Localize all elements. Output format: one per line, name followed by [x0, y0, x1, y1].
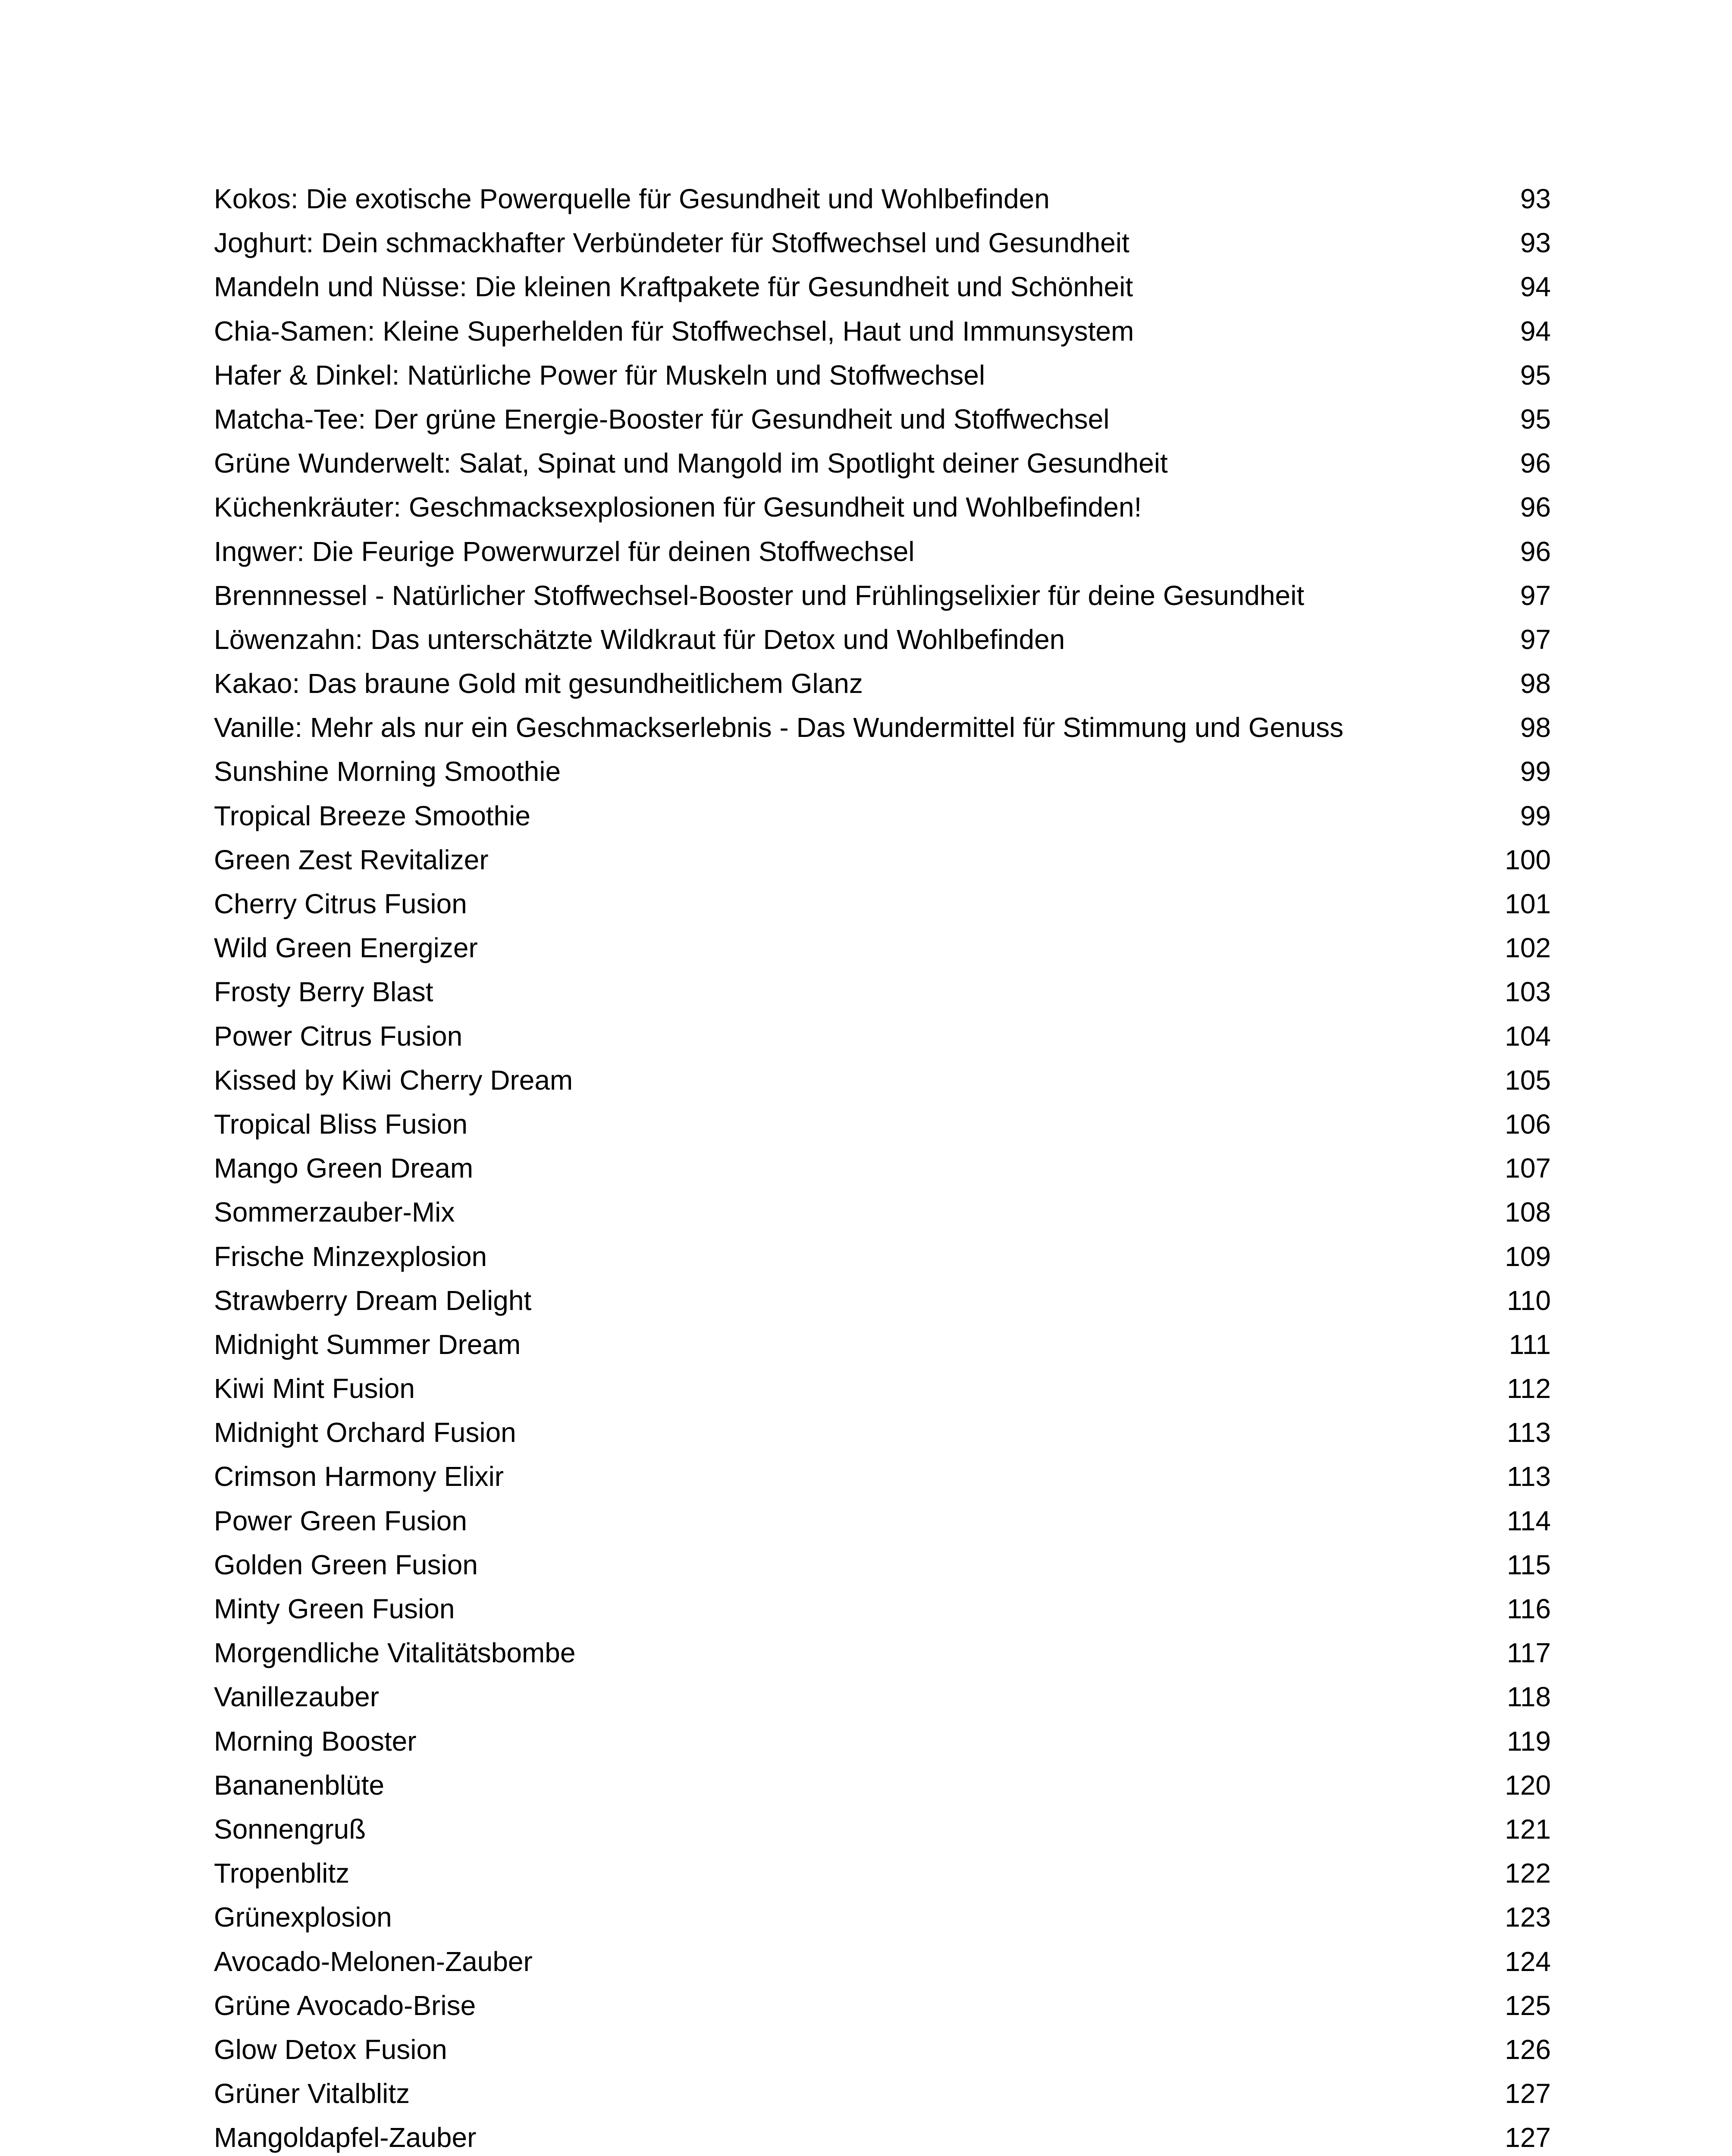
toc-entry-page: 102	[1505, 932, 1551, 964]
toc-entry-page: 105	[1505, 1064, 1551, 1096]
toc-entry[interactable]	[214, 794, 1551, 838]
toc-entry[interactable]	[214, 1895, 1551, 1939]
toc-entry-title: Mango Green Dream	[214, 1153, 474, 1184]
toc-entry[interactable]	[214, 1719, 1551, 1763]
toc-entry-page: 96	[1520, 448, 1551, 479]
toc-entry-title: Cherry Citrus Fusion	[214, 888, 467, 919]
toc-entry-title: Minty Green Fusion	[214, 1593, 455, 1624]
toc-entry-title: Power Green Fusion	[214, 1505, 467, 1536]
toc-entry-page: 103	[1505, 976, 1551, 1008]
toc-entry-page: 96	[1520, 492, 1551, 523]
toc-entry-page: 125	[1505, 1990, 1551, 2021]
toc-entry-title: Kiwi Mint Fusion	[214, 1373, 415, 1404]
toc-entry[interactable]	[214, 265, 1551, 309]
toc-entry-page: 101	[1505, 888, 1551, 919]
toc-entry-title: Strawberry Dream Delight	[214, 1285, 532, 1316]
toc-entry-page: 120	[1505, 1769, 1551, 1801]
toc-entry-page: 126	[1505, 2034, 1551, 2065]
toc-entry[interactable]	[214, 1146, 1551, 1190]
toc-entry-title: Tropical Breeze Smoothie	[214, 800, 530, 831]
toc-entry-title: Matcha-Tee: Der grüne Energie-Booster für Gesundheit und Stoffwechsel	[214, 403, 1110, 435]
toc-entry-title: Frosty Berry Blast	[214, 976, 433, 1008]
toc-entry-page: 95	[1520, 359, 1551, 391]
toc-entry-title: Kissed by Kiwi Cherry Dream	[214, 1064, 573, 1096]
toc-entry-title: Crimson Harmony Elixir	[214, 1461, 504, 1492]
toc-entry[interactable]	[214, 661, 1551, 705]
toc-entry[interactable]	[214, 1499, 1551, 1543]
toc-entry[interactable]	[214, 838, 1551, 882]
toc-entry[interactable]	[214, 1102, 1551, 1146]
toc-entry[interactable]	[214, 1190, 1551, 1234]
toc-entry-page: 94	[1520, 315, 1551, 347]
toc-entry-page: 97	[1520, 580, 1551, 611]
toc-entry-page: 117	[1506, 1637, 1551, 1669]
toc-entry-title: Midnight Summer Dream	[214, 1329, 521, 1360]
toc-entry-page: 104	[1505, 1020, 1551, 1052]
toc-entry-page: 114	[1506, 1505, 1551, 1536]
toc-entry-title: Frische Minzexplosion	[214, 1241, 487, 1272]
toc-entry-page: 107	[1505, 1153, 1551, 1184]
toc-entry[interactable]	[214, 221, 1551, 265]
toc-entry-title: Löwenzahn: Das unterschätzte Wildkraut für Detox und Wohlbefinden	[214, 624, 1065, 655]
toc-entry-title: Power Citrus Fusion	[214, 1020, 463, 1052]
toc-entry[interactable]	[214, 1587, 1551, 1631]
toc-entry-title: Chia-Samen: Kleine Superhelden für Stoffwechsel, Haut und Immunsystem	[214, 315, 1134, 347]
toc-entry-title: Morning Booster	[214, 1725, 417, 1757]
toc-entry-title: Sommerzauber-Mix	[214, 1197, 455, 1228]
toc-entry[interactable]	[214, 573, 1551, 617]
toc-entry-title: Vanillezauber	[214, 1681, 380, 1713]
toc-entry-title: Sonnengruß	[214, 1813, 366, 1845]
toc-entry-title: Mandeln und Nüsse: Die kleinen Kraftpakete für Gesundheit und Schönheit	[214, 271, 1133, 303]
toc-entry[interactable]	[214, 1631, 1551, 1675]
toc-entry[interactable]	[214, 353, 1551, 397]
toc-entry-title: Tropenblitz	[214, 1858, 350, 1889]
toc-entry[interactable]	[214, 177, 1551, 221]
toc-entry[interactable]	[214, 1940, 1551, 1984]
toc-entry-title: Sunshine Morning Smoothie	[214, 756, 561, 787]
toc-entry-page: 106	[1505, 1108, 1551, 1140]
toc-entry-title: Ingwer: Die Feurige Powerwurzel für deinen Stoffwechsel	[214, 536, 915, 567]
toc-entry-title: Golden Green Fusion	[214, 1549, 478, 1580]
toc-entry[interactable]	[214, 1279, 1551, 1322]
toc-entry-page: 100	[1505, 844, 1551, 875]
toc-entry-title: Grünexplosion	[214, 1902, 392, 1933]
toc-entry[interactable]	[214, 1322, 1551, 1366]
toc-entry[interactable]	[214, 617, 1551, 661]
toc-entry[interactable]	[214, 2071, 1551, 2115]
toc-entry-page: 122	[1505, 1858, 1551, 1889]
toc-entry[interactable]	[214, 441, 1551, 485]
toc-entry-page: 113	[1506, 1417, 1551, 1448]
toc-entry[interactable]	[214, 926, 1551, 970]
toc-entry[interactable]	[214, 1543, 1551, 1587]
toc-entry-page: 115	[1506, 1549, 1551, 1580]
toc-entry[interactable]	[214, 1454, 1551, 1498]
toc-entry-title: Wild Green Energizer	[214, 932, 478, 964]
toc-entry[interactable]	[214, 2115, 1551, 2156]
toc-entry-title: Morgendliche Vitalitätsbombe	[214, 1637, 576, 1669]
toc-entry-title: Midnight Orchard Fusion	[214, 1417, 516, 1448]
toc-entry[interactable]	[214, 1014, 1551, 1058]
table-of-contents	[214, 177, 1551, 2156]
toc-entry[interactable]	[214, 749, 1551, 793]
toc-entry-page: 96	[1520, 536, 1551, 567]
toc-entry-title: Glow Detox Fusion	[214, 2034, 447, 2065]
toc-entry-title: Grüner Vitalblitz	[214, 2078, 410, 2109]
toc-entry[interactable]	[214, 1366, 1551, 1410]
toc-entry-title: Kakao: Das braune Gold mit gesundheitlichem Glanz	[214, 668, 863, 699]
toc-entry-title: Küchenkräuter: Geschmacksexplosionen für Gesundheit und Wohlbefinden!	[214, 492, 1142, 523]
toc-entry[interactable]	[214, 397, 1551, 441]
toc-entry-page: 98	[1520, 668, 1551, 699]
toc-entry-title: Joghurt: Dein schmackhafter Verbündeter für Stoffwechsel und Gesundheit	[214, 227, 1130, 259]
toc-entry-title: Vanille: Mehr als nur ein Geschmackserlebnis - Das Wundermittel für Stimmung und Genuss	[214, 712, 1344, 743]
toc-entry-page: 98	[1520, 712, 1551, 743]
toc-entry[interactable]	[214, 1235, 1551, 1279]
toc-entry-page: 127	[1505, 2078, 1551, 2109]
toc-entry-title: Grüne Wunderwelt: Salat, Spinat und Mangold im Spotlight deiner Gesundheit	[214, 448, 1168, 479]
toc-entry-page: 99	[1520, 756, 1551, 787]
toc-entry-page: 118	[1506, 1681, 1551, 1713]
toc-entry[interactable]	[214, 2028, 1551, 2071]
toc-entry-title: Green Zest Revitalizer	[214, 844, 489, 875]
toc-entry-page: 127	[1505, 2122, 1551, 2153]
toc-entry-page: 108	[1505, 1197, 1551, 1228]
toc-entry-title: Kokos: Die exotische Powerquelle für Gesundheit und Wohlbefinden	[214, 183, 1050, 214]
toc-entry-page: 93	[1520, 183, 1551, 214]
toc-entry-title: Avocado-Melonen-Zauber	[214, 1946, 533, 1977]
toc-entry[interactable]	[214, 970, 1551, 1014]
toc-entry[interactable]	[214, 1851, 1551, 1895]
toc-entry[interactable]	[214, 530, 1551, 573]
toc-entry[interactable]	[214, 705, 1551, 749]
toc-entry-page: 116	[1506, 1593, 1551, 1624]
toc-entry-page: 97	[1520, 624, 1551, 655]
toc-entry-title: Brennnessel - Natürlicher Stoffwechsel-Booster und Frühlingselixier für deine Gesundheit	[214, 580, 1305, 611]
toc-entry[interactable]	[214, 309, 1551, 353]
toc-entry-title: Tropical Bliss Fusion	[214, 1108, 468, 1140]
toc-entry[interactable]	[214, 485, 1551, 529]
toc-entry-title: Mangoldapfel-Zauber	[214, 2122, 477, 2153]
toc-entry-title: Bananenblüte	[214, 1769, 385, 1801]
toc-entry-page: 109	[1505, 1241, 1551, 1272]
toc-entry-page: 94	[1520, 271, 1551, 303]
toc-entry[interactable]	[214, 1058, 1551, 1102]
toc-entry-page: 123	[1505, 1902, 1551, 1933]
toc-entry-page: 124	[1505, 1946, 1551, 1977]
toc-entry-page: 110	[1506, 1285, 1551, 1316]
toc-entry-title: Hafer & Dinkel: Natürliche Power für Muskeln und Stoffwechsel	[214, 359, 985, 391]
toc-entry[interactable]	[214, 1984, 1551, 2028]
toc-entry[interactable]	[214, 882, 1551, 926]
toc-entry-title: Grüne Avocado-Brise	[214, 1990, 476, 2021]
toc-entry-page: 95	[1520, 403, 1551, 435]
toc-entry-page: 112	[1506, 1373, 1551, 1404]
toc-entry[interactable]	[214, 1675, 1551, 1719]
toc-entry-page: 113	[1506, 1461, 1551, 1492]
toc-entry[interactable]	[214, 1763, 1551, 1807]
toc-entry-page: 121	[1505, 1813, 1551, 1845]
toc-entry-page: 111	[1509, 1329, 1551, 1360]
toc-entry[interactable]	[214, 1410, 1551, 1454]
toc-entry-page: 119	[1506, 1725, 1551, 1757]
toc-entry-page: 93	[1520, 227, 1551, 259]
toc-entry[interactable]	[214, 1807, 1551, 1851]
toc-entry-page: 99	[1520, 800, 1551, 831]
